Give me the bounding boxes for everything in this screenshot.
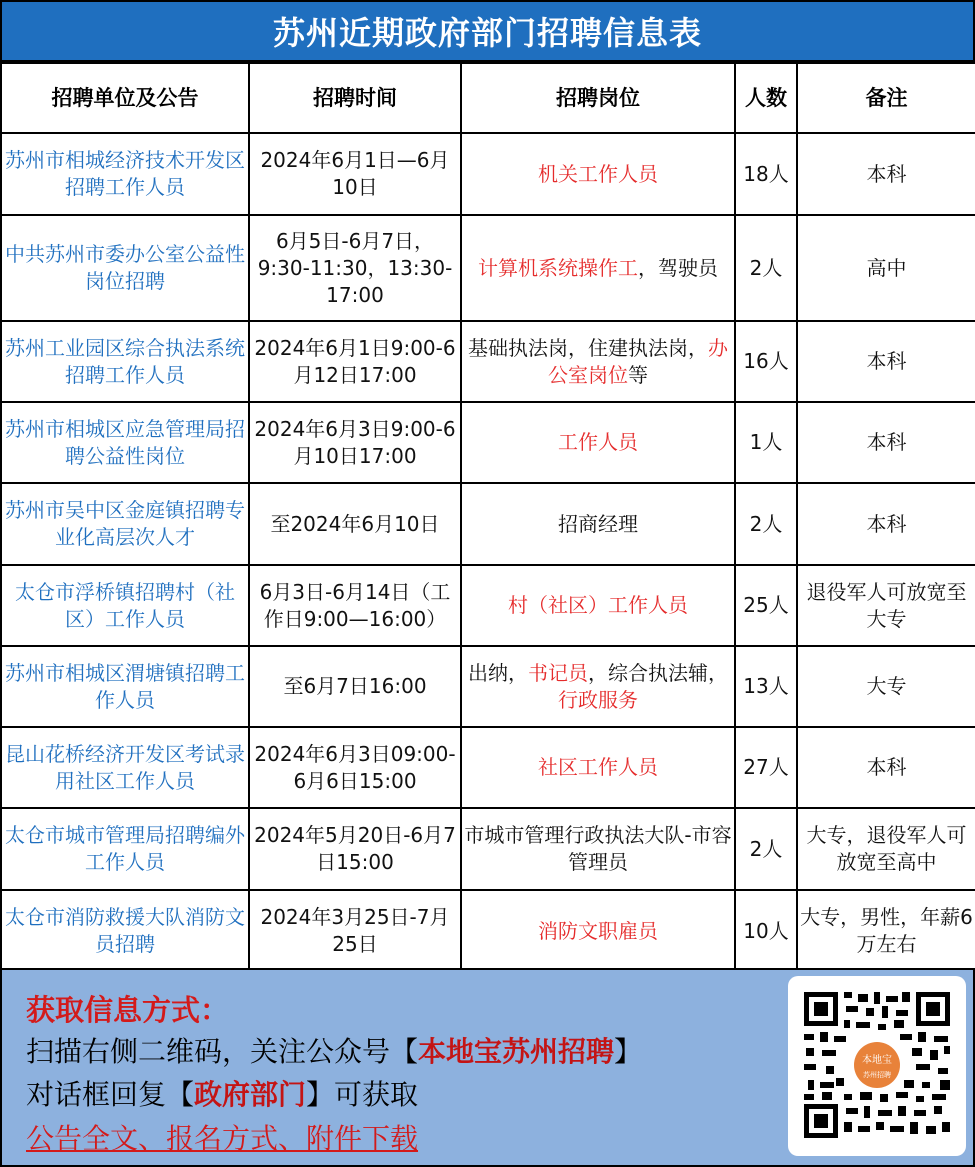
recruitment-table	[0, 62, 975, 973]
position-text: 社区工作人员	[538, 755, 658, 779]
headcount: 2人	[735, 215, 797, 321]
remark: 本科	[797, 321, 975, 402]
position-text: 出纳，	[468, 660, 528, 685]
recruiting-position	[461, 727, 735, 808]
footer-bracket: 】	[614, 1035, 643, 1068]
recruiting-unit: 苏州市吴中区金庭镇招聘专业化高层次人才	[1, 483, 249, 565]
footer-reply-tail: 】可获取	[306, 1078, 419, 1111]
footer-reply-instruction	[26, 1073, 418, 1113]
table-row	[1, 565, 975, 646]
recruiting-time: 至6月7日16:00	[249, 646, 461, 727]
footer-heading: 获取信息方式：	[26, 993, 230, 1027]
table-row	[1, 808, 975, 890]
recruiting-unit: 苏州工业园区综合执法系统招聘工作人员	[1, 321, 249, 402]
recruiting-unit: 苏州市相城经济技术开发区招聘工作人员	[1, 133, 249, 215]
recruiting-position	[461, 215, 735, 321]
qr-logo-bottom: 苏州招聘	[863, 1071, 891, 1079]
headcount: 1人	[735, 402, 797, 483]
position-text: 市城市管理行政执法大队-市容管理员	[464, 823, 732, 874]
headcount: 18人	[735, 133, 797, 215]
headcount: 2人	[735, 808, 797, 890]
footer-reply-text: 对话框回复【	[26, 1078, 195, 1111]
footer-download-link[interactable]: 公告全文、报名方式、附件下载	[26, 1122, 419, 1155]
headcount: 25人	[735, 565, 797, 646]
recruiting-time: 6月5日-6月7日，9:30-11:30，13:30-17:00	[249, 215, 461, 321]
recruiting-unit: 苏州市相城区应急管理局招聘公益性岗位	[1, 402, 249, 483]
position-text: 消防文职雇员	[538, 918, 658, 943]
recruiting-time: 2024年6月3日9:00-6月10日17:00	[249, 402, 461, 483]
recruiting-unit: 中共苏州市委办公室公益性岗位招聘	[1, 215, 249, 321]
table-row	[1, 483, 975, 565]
recruiting-position	[461, 133, 735, 215]
recruiting-unit: 太仓市消防救援大队消防文员招聘	[1, 890, 249, 972]
account-name: 本地宝苏州招聘	[418, 1035, 615, 1068]
recruiting-unit: 太仓市浮桥镇招聘村（社区）工作人员	[1, 565, 249, 646]
position-text: 招商经理	[558, 511, 638, 536]
remark: 高中	[797, 215, 975, 321]
recruiting-position	[461, 483, 735, 565]
table-row	[1, 727, 975, 808]
table-row	[1, 402, 975, 483]
remark: 大专	[797, 646, 975, 727]
position-text: 等	[628, 362, 648, 387]
recruiting-position	[461, 646, 735, 727]
headcount: 16人	[735, 321, 797, 402]
recruiting-unit: 昆山花桥经济开发区考试录用社区工作人员	[1, 727, 249, 808]
table-body	[1, 133, 975, 972]
qr-code	[788, 976, 966, 1156]
position-text: 基础执法岗，住建执法岗，	[468, 335, 708, 360]
table-row	[1, 133, 975, 215]
table-row	[1, 321, 975, 402]
position-text: 办公室岗位	[548, 335, 728, 387]
recruiting-position	[461, 402, 735, 483]
footer-scan-text: 扫描右侧二维码，关注公众号【	[26, 1035, 419, 1068]
position-text: 计算机系统操作工	[478, 255, 638, 280]
table-row	[1, 215, 975, 321]
recruiting-unit: 太仓市城市管理局招聘编外工作人员	[1, 808, 249, 890]
remark: 大专，男性，年薪6万左右	[797, 890, 975, 972]
recruiting-position	[461, 565, 735, 646]
position-text: ，综合执法辅，	[588, 660, 728, 685]
sheet-title: 苏州近期政府部门招聘信息表	[0, 0, 975, 62]
table-row	[1, 890, 975, 972]
recruiting-position	[461, 890, 735, 972]
remark: 大专，退役军人可放宽至高中	[797, 808, 975, 890]
reply-keyword: 政府部门	[194, 1078, 307, 1111]
header-note: 备注	[797, 63, 975, 133]
remark: 本科	[797, 483, 975, 565]
header-unit: 招聘单位及公告	[1, 63, 249, 133]
position-text: 工作人员	[558, 430, 638, 454]
table-row	[1, 646, 975, 727]
recruiting-time: 至2024年6月10日	[249, 483, 461, 565]
header-count: 人数	[735, 63, 797, 133]
header-time: 招聘时间	[249, 63, 461, 133]
position-text: 机关工作人员	[538, 161, 658, 186]
qr-logo-top: 本地宝	[862, 1055, 892, 1066]
remark: 退役军人可放宽至大专	[797, 565, 975, 646]
headcount: 10人	[735, 890, 797, 972]
position-text: 村（社区）工作人员	[508, 593, 688, 617]
recruiting-unit: 苏州市相城区渭塘镇招聘工作人员	[1, 646, 249, 727]
position-text: 书记员	[528, 660, 588, 685]
recruiting-position	[461, 321, 735, 402]
recruiting-time: 2024年3月25日-7月25日	[249, 890, 461, 972]
remark: 本科	[797, 402, 975, 483]
recruiting-time: 2024年6月3日09:00-6月6日15:00	[249, 727, 461, 808]
header-position: 招聘岗位	[461, 63, 735, 133]
position-text: 行政服务	[558, 687, 638, 712]
recruiting-time: 6月3日-6月14日（工作日9:00—16:00）	[249, 565, 461, 646]
remark: 本科	[797, 727, 975, 808]
footer-scan-instruction	[26, 1030, 642, 1070]
recruiting-time: 2024年5月20日-6月7日15:00	[249, 808, 461, 890]
recruiting-time: 2024年6月1日—6月10日	[249, 133, 461, 215]
headcount: 13人	[735, 646, 797, 727]
position-text: ，驾驶员	[638, 255, 718, 280]
qr-code-icon	[800, 988, 954, 1142]
recruiting-time: 2024年6月1日9:00-6月12日17:00	[249, 321, 461, 402]
remark: 本科	[797, 133, 975, 215]
headcount: 27人	[735, 727, 797, 808]
table-header-row	[1, 63, 975, 133]
headcount: 2人	[735, 483, 797, 565]
recruiting-position	[461, 808, 735, 890]
